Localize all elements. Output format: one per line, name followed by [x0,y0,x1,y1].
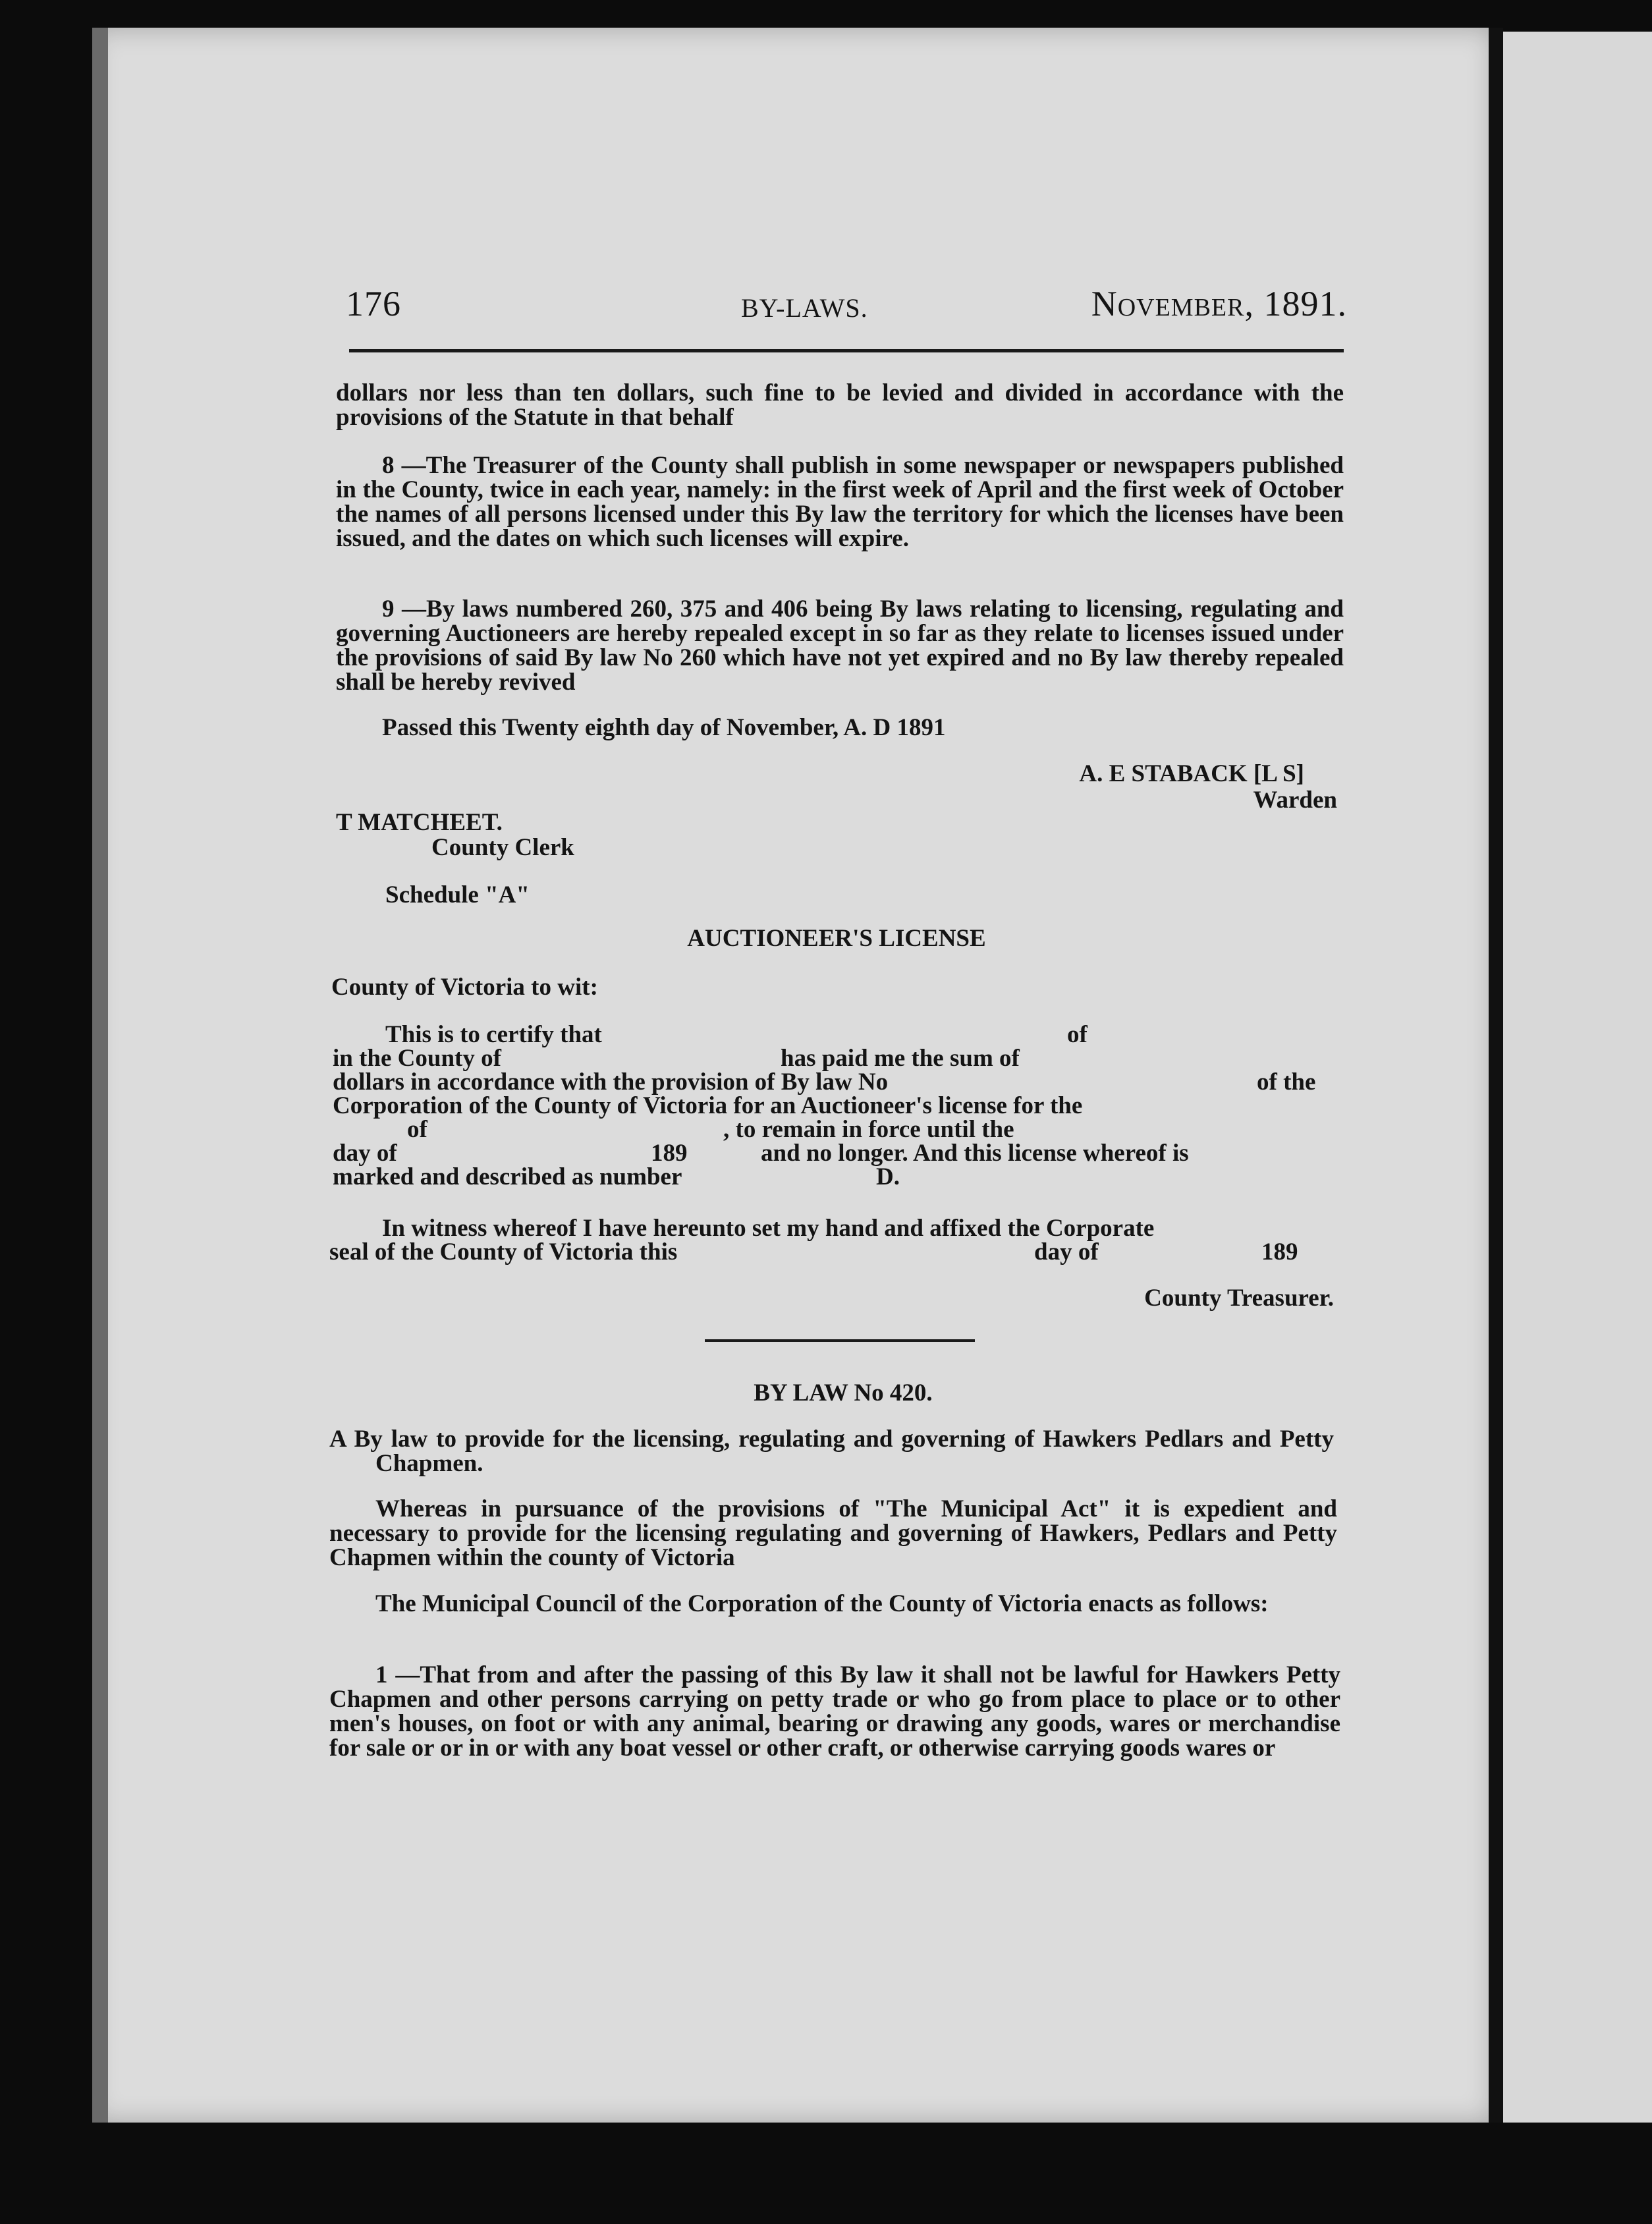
passed-line: Passed this Twenty eighth day of November, A. D 1891 [382,714,946,741]
license-line-1b: of [1067,1021,1088,1048]
treasurer-signature: County Treasurer. [1144,1285,1334,1312]
witness-line-1: In witness whereof I have hereunto set my hand and affixed the Corporate [382,1215,1155,1242]
license-line-5a: of [407,1116,427,1143]
paragraph-continuation: dollars nor less than ten dollars, such fine to be levied and divided in accordance with the provisions of the Statute in that behalf [336,379,1344,431]
enacting-clause: The Municipal Council of the Corporation of the County of Victoria enacts as follows: [375,1590,1269,1617]
license-line-7b: D. [876,1163,900,1190]
license-title: AUCTIONEER'S LICENSE [687,925,986,952]
page-number: 176 [346,284,401,323]
warden-title: Warden [1253,787,1337,814]
section-8: 8 —The Treasurer of the County shall publish in some newspaper or newspapers published in the County, twice in each year, namely: in the first week of April and the first week of October the names of all persons licensed under this By law the territory for which the licenses have been issued, and the dates on which such licenses will expire. [336,452,1344,552]
section-1: 1 —That from and after the passing of this By law it shall not be lawful for Hawkers Petty Chapmen and other persons carrying on petty trade or who go from place to place or to other men's houses, on foot or with any animal, bearing or drawing any goods, wares or merchandise for sale or or in or with any boat vessel or other craft, or otherwise carrying goods wares or [329,1661,1340,1762]
bylaw-heading: BY LAW No 420. [754,1379,933,1406]
whereas-clause: Whereas in pursuance of the provisions of "The Municipal Act" it is expedient and necessary to provide for the licensing regulating and governing of Hawkers, Pedlars and Petty Chapmen within the county of Victoria [329,1495,1337,1571]
license-line-6a: day of [333,1140,397,1167]
license-line-1a: This is to certify that [385,1021,602,1048]
license-line-7a: marked and described as number [333,1163,682,1190]
license-line-3a: dollars in accordance with the provision of By law No [333,1069,889,1096]
schedule-label: Schedule "A" [385,881,530,908]
book-gutter [1489,28,1503,2123]
license-line-2b: has paid me the sum of [781,1045,1020,1072]
section-divider [705,1339,975,1342]
running-head [346,283,1347,329]
witness-line-2b: day of [1034,1238,1099,1265]
license-line-2a: in the County of [333,1045,501,1072]
running-title: BY-LAWS. [741,293,868,323]
license-line-4: Corporation of the County of Victoria for an Auctioneer's license for the [333,1092,1083,1119]
scan-border [92,2123,1652,2224]
license-line-5b: , to remain in force until the [723,1116,1014,1143]
page-edge [92,28,108,2123]
license-line-6c: and no longer. And this license whereof is [761,1140,1189,1167]
running-date: November, 1891. [1091,284,1347,323]
witness-line-2c: 189 [1261,1238,1298,1265]
clerk-name: T MATCHEET. [336,809,503,836]
clerk-title: County Clerk [431,834,574,861]
section-9: 9 —By laws numbered 260, 375 and 406 being By laws relating to licensing, regulating and governing Auctioneers are hereby repealed except in so far as they relate to licenses issued under the provisions of said By law No 260 which have not yet expired and no By law thereby repealed shall be hereby revived [336,596,1344,696]
county-line: County of Victoria to wit: [331,974,598,1001]
bylaw-intro: A By law to provide for the licensing, regulating and governing of Hawkers Pedlars and Petty Chapmen. [329,1426,1334,1477]
license-line-3b: of the [1257,1069,1316,1096]
header-rule [349,349,1344,352]
license-line-6b: 189 [651,1140,688,1167]
witness-line-2a: seal of the County of Victoria this [329,1238,678,1265]
warden-name: A. E STABACK [L S] [1079,760,1304,787]
facing-page [1503,32,1652,2123]
